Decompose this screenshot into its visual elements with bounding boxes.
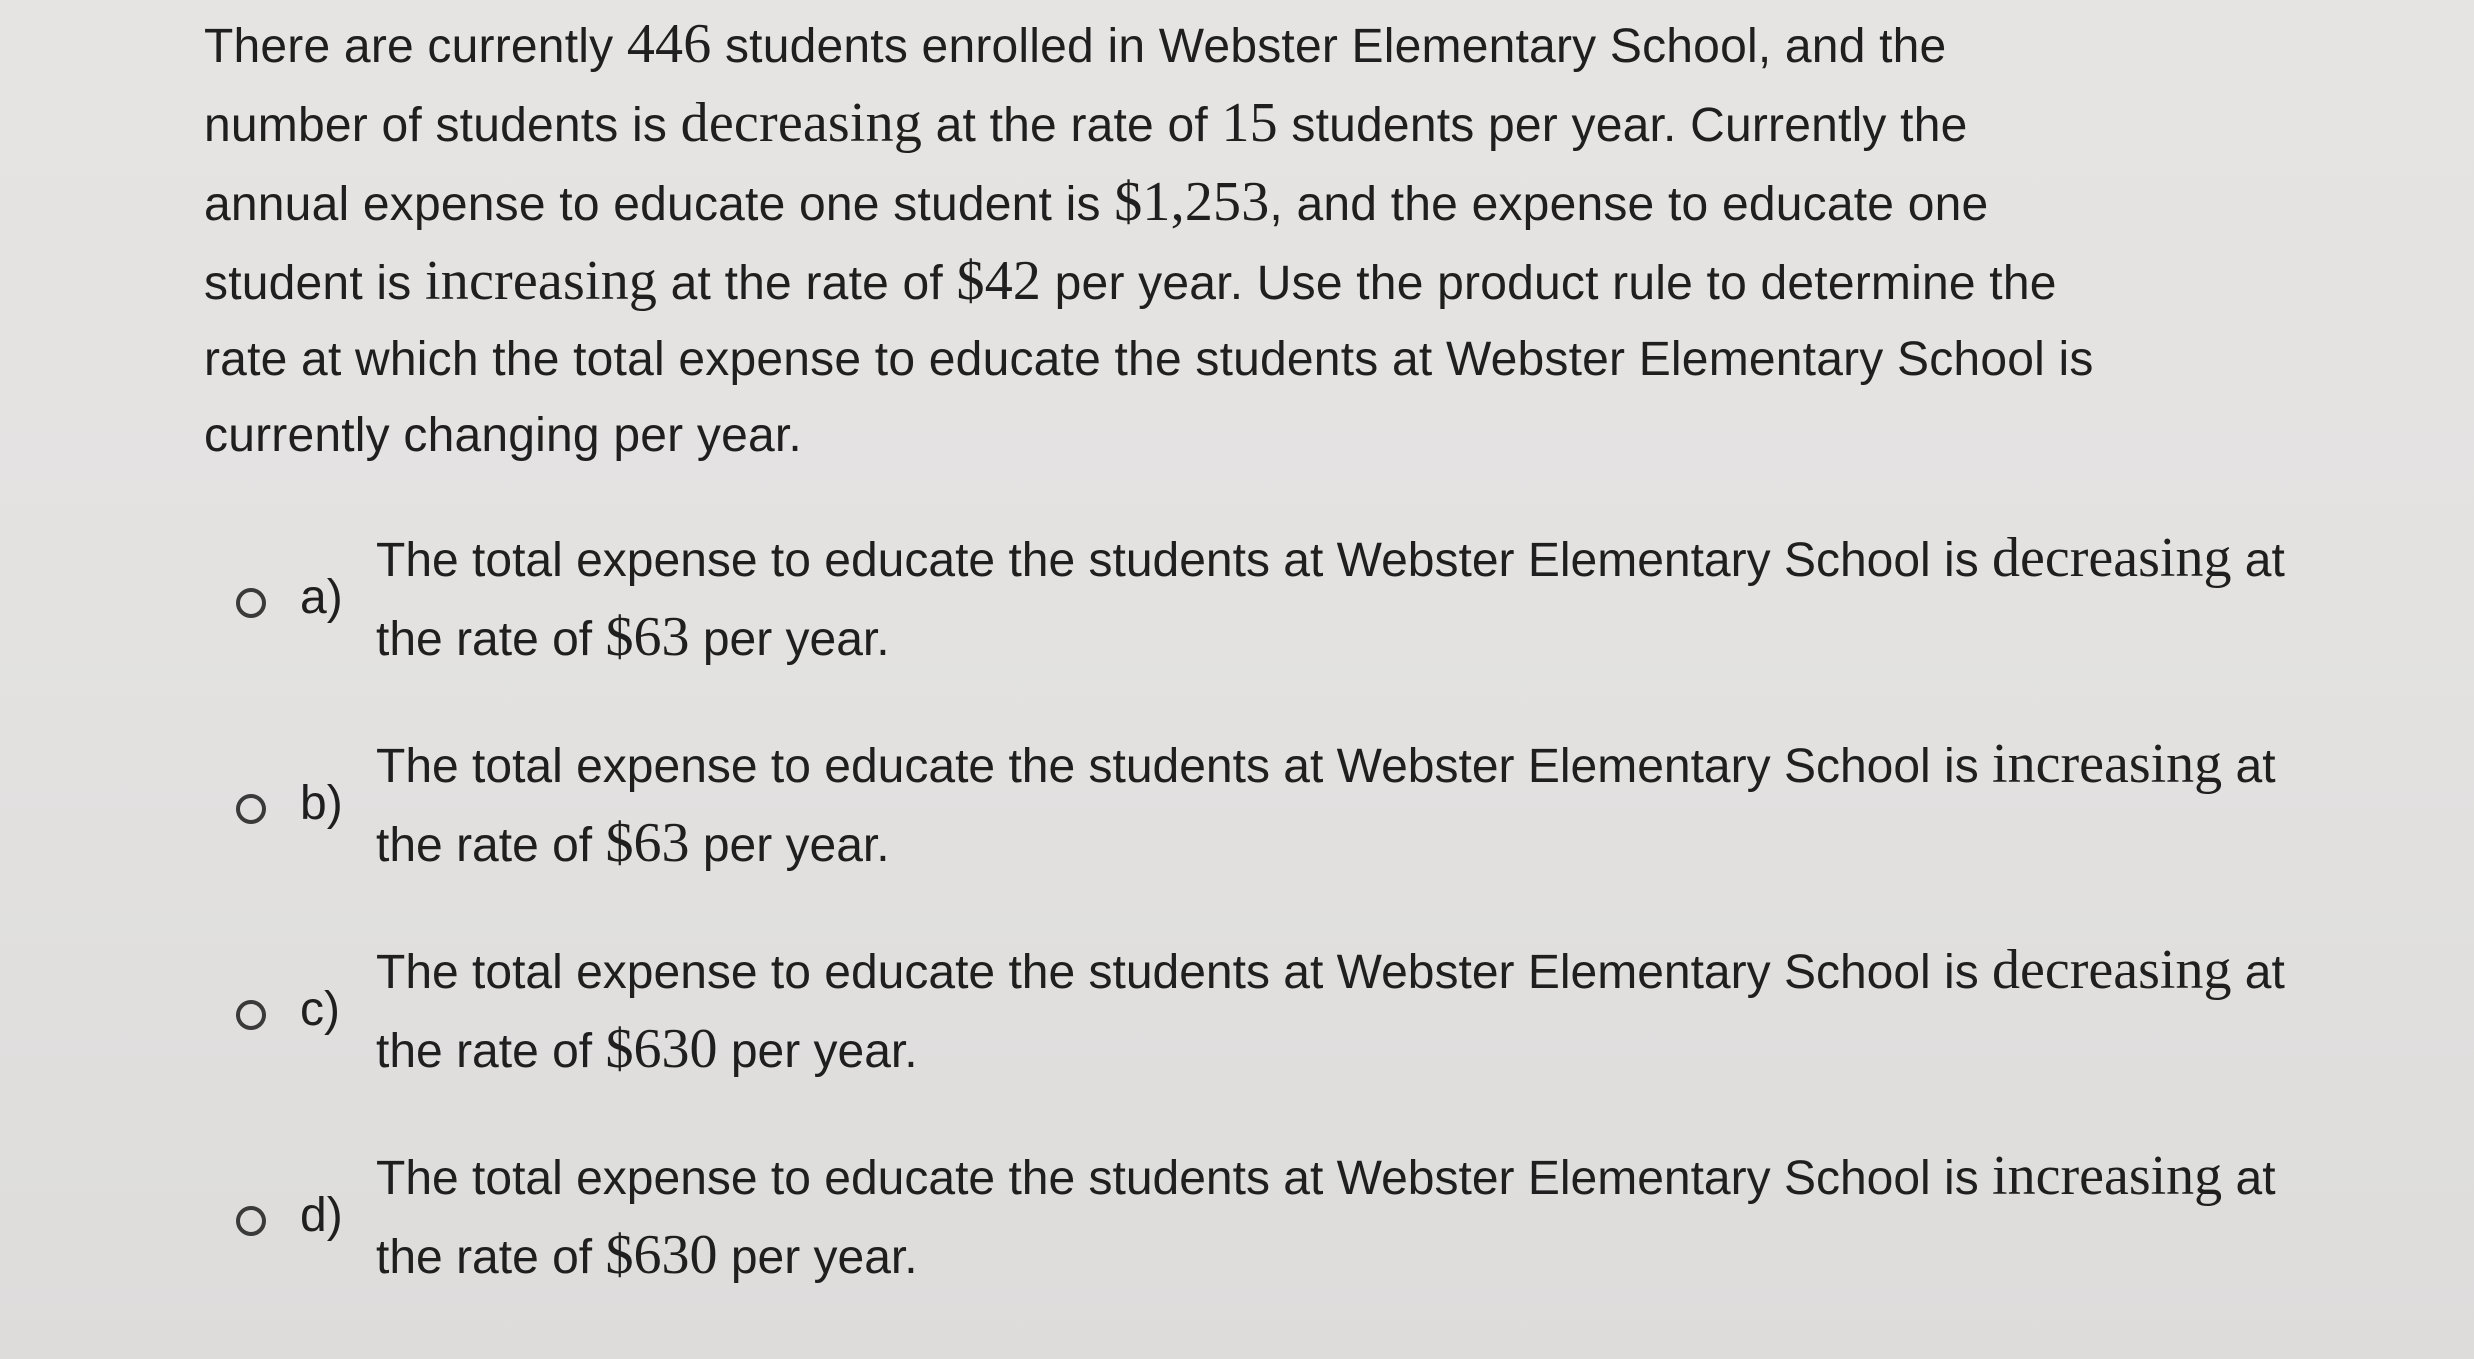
question-text-segment: at the rate of (657, 257, 957, 310)
question-text-segment: students per year. Currently the (1277, 99, 1968, 152)
option-letter: a) (300, 571, 343, 624)
option-text-segment: at (2231, 534, 2285, 587)
option-line-1 (376, 1138, 2436, 1217)
answer-option-c[interactable] (230, 932, 2430, 1138)
option-text-segment: per year. (689, 819, 890, 872)
option-amount: $630 (605, 1018, 718, 1080)
option-text-segment: per year. (717, 1231, 918, 1284)
question-text-segment: currently changing per year. (204, 409, 802, 462)
option-text (376, 726, 2436, 884)
question-line-1 (204, 6, 2284, 85)
option-line-1 (376, 932, 2436, 1011)
question-text-segment: per year. Use the product rule to determine the (1041, 257, 2057, 310)
option-text (376, 1138, 2436, 1296)
option-line-2 (376, 805, 2436, 884)
question-text-segment: rate at which the total expense to educate the students at Webster Elementary School is (204, 333, 2094, 386)
answer-options (230, 520, 2430, 1344)
question-text-segment: at the rate of (922, 99, 1222, 152)
question-line-2 (204, 85, 2284, 164)
radio-button-a[interactable] (236, 588, 266, 618)
option-letter: c) (300, 983, 340, 1036)
question-text-segment: students enrolled in Webster Elementary School, and the (711, 20, 1947, 73)
radio-button-b[interactable] (236, 794, 266, 824)
question-text-segment: number of students is (204, 99, 681, 152)
answer-option-b[interactable] (230, 726, 2430, 932)
option-text (376, 520, 2436, 678)
answer-option-a[interactable] (230, 520, 2430, 726)
option-amount: $63 (605, 606, 690, 668)
option-amount: $63 (605, 812, 690, 874)
option-direction: decreasing (1992, 527, 2232, 589)
option-text-segment: the rate of (376, 1231, 606, 1284)
question-text-segment: There are currently (204, 20, 627, 73)
question-line-4 (204, 243, 2284, 322)
option-text-segment: the rate of (376, 1025, 606, 1078)
option-direction: increasing (1992, 1145, 2223, 1207)
option-letter: b) (300, 777, 343, 830)
increasing-term: increasing (425, 250, 658, 312)
option-line-2 (376, 1217, 2436, 1296)
student-rate-value: 15 (1221, 92, 1278, 154)
question-text-segment: , and the expense to educate one (1269, 178, 1989, 231)
option-direction: decreasing (1992, 939, 2232, 1001)
option-line-1 (376, 726, 2436, 805)
question-line-3 (204, 164, 2284, 243)
expense-rate-value: $42 (956, 250, 1042, 312)
radio-button-d[interactable] (236, 1206, 266, 1236)
option-letter: d) (300, 1189, 343, 1242)
option-line-2 (376, 599, 2436, 678)
question-text (204, 6, 2284, 474)
question-line-5 (204, 322, 2284, 398)
option-text-segment: per year. (717, 1025, 918, 1078)
option-text-segment: the rate of (376, 819, 606, 872)
option-text-segment: per year. (689, 613, 890, 666)
question-text-segment: annual expense to educate one student is (204, 178, 1115, 231)
question-text-segment: student is (204, 257, 425, 310)
option-text-segment: at (2222, 1152, 2276, 1205)
option-text (376, 932, 2436, 1090)
answer-option-d[interactable] (230, 1138, 2430, 1344)
option-line-2 (376, 1011, 2436, 1090)
decreasing-term: decreasing (680, 92, 923, 154)
option-text-segment: at (2231, 946, 2285, 999)
option-text-segment: at (2222, 740, 2276, 793)
option-text-segment: The total expense to educate the students at Webster Elementary School is (376, 740, 1993, 793)
option-text-segment: The total expense to educate the students at Webster Elementary School is (376, 946, 1993, 999)
student-count-value: 446 (626, 13, 712, 75)
option-text-segment: The total expense to educate the students at Webster Elementary School is (376, 1152, 1993, 1205)
option-amount: $630 (605, 1224, 718, 1286)
option-direction: increasing (1992, 733, 2223, 795)
option-line-1 (376, 520, 2436, 599)
option-text-segment: the rate of (376, 613, 606, 666)
radio-button-c[interactable] (236, 1000, 266, 1030)
option-text-segment: The total expense to educate the students at Webster Elementary School is (376, 534, 1993, 587)
question-line-6 (204, 398, 2284, 474)
expense-value: $1,253 (1114, 171, 1270, 233)
